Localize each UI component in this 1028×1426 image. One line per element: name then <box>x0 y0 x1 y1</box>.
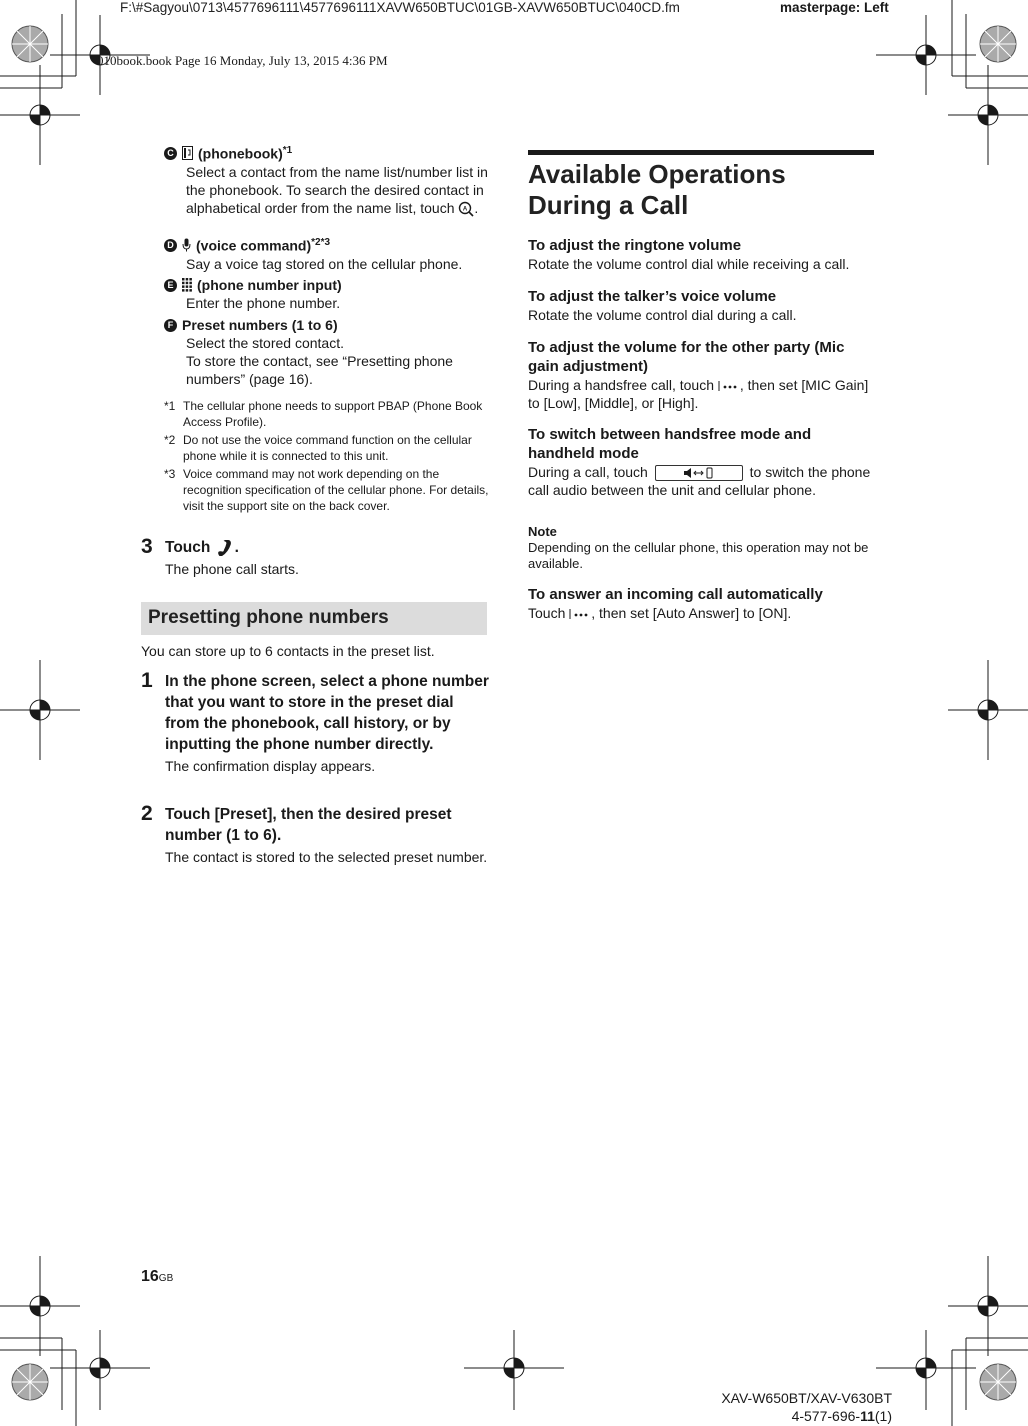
subsection-desc-end: , then set [Auto Answer] to [ON]. <box>591 605 792 621</box>
note-section <box>528 524 876 572</box>
keypad-icon <box>182 278 192 292</box>
step-text: Touch [Preset], then the desired preset number (1 to 6). <box>165 806 452 844</box>
svg-text:A: A <box>463 206 468 213</box>
section-intro: You can store up to 6 contacts in the preset list. <box>141 643 435 659</box>
item-desc: Enter the phone number. <box>186 295 341 311</box>
section-header <box>141 602 487 635</box>
step-number: 2 <box>141 802 153 825</box>
microphone-icon <box>182 238 191 252</box>
subsection-title: To adjust the talker’s voice volume <box>528 288 777 305</box>
item-phone-number-input <box>164 277 494 312</box>
subsection-title: To adjust the ringtone volume <box>528 237 742 254</box>
step-result: The confirmation display appears. <box>165 758 376 774</box>
footnote-mark: *1 <box>164 399 176 413</box>
item-voice-command <box>164 237 494 273</box>
footnotes <box>164 398 494 516</box>
item-desc: Say a voice tag stored on the cellular phone. <box>186 255 463 272</box>
call-icon <box>215 540 235 556</box>
item-title: Preset numbers (1 to 6) <box>182 317 338 333</box>
footnote-mark: *3 <box>164 467 176 481</box>
part-number: 4-577-696-11(1) <box>791 1408 892 1424</box>
footnote-text: Do not use the voice command function on the cellular phone while it is connected to this unit. <box>183 433 472 463</box>
subsection-desc-end: , then set [MIC Gain] to [Low], [Middle], or [High]. <box>528 377 869 411</box>
file-path: F:\#Sagyou\0713\4577696111\4577696111XAVW650BTUC\01GB-XAVW650BTUC\040CD.fm <box>120 0 680 15</box>
step-result: The contact is stored to the selected preset number. <box>165 849 488 865</box>
page-suffix: GB <box>158 1273 174 1284</box>
ringtone-section <box>528 236 876 273</box>
step-number: 1 <box>141 669 153 692</box>
footnote-text: Voice command may not work depending on the recognition specification of the cellular phone. For details, visit the support site on the back cover. <box>183 467 489 513</box>
subsection-desc: Rotate the volume control dial while receiving a call. <box>528 256 850 272</box>
step-2 <box>141 804 491 866</box>
step-text: Touch <box>165 539 211 556</box>
item-phonebook <box>164 145 494 217</box>
subsection-title: To adjust the volume for the other party (Mic gain adjustment) <box>528 339 845 375</box>
step-3 <box>141 537 491 578</box>
footnote-text: The cellular phone needs to support PBAP (Phone Book Access Profile). <box>183 399 483 429</box>
subsection-title: To switch between handsfree mode and handheld mode <box>528 426 812 462</box>
item-title: (phone number input) <box>197 277 342 293</box>
search-alphabet-icon <box>458 201 474 217</box>
item-footnote-ref: *2*3 <box>311 237 331 248</box>
step-text-end: . <box>234 539 239 556</box>
section-title: Presetting phone numbers <box>148 607 389 628</box>
subsection-desc: During a call, touch <box>528 464 652 480</box>
masterpage-label: masterpage: Left <box>780 0 889 15</box>
item-footnote-ref: *1 <box>282 145 293 156</box>
footnote-mark: *2 <box>164 433 176 447</box>
talker-section <box>528 287 876 324</box>
subsection-title: To answer an incoming call automatically <box>528 586 823 603</box>
step-1 <box>141 671 491 775</box>
page-number: 16GB <box>141 1268 174 1285</box>
item-title: (voice command) <box>196 237 312 254</box>
page-title: Available Operations During a Call <box>528 159 786 220</box>
options-icon <box>718 381 740 391</box>
handsfree-toggle-icon <box>655 465 743 481</box>
item-title: (phonebook) <box>198 145 283 162</box>
phonebook-icon <box>182 146 193 160</box>
subsection-desc: Rotate the volume control dial during a call. <box>528 307 797 323</box>
auto-answer-section <box>528 585 876 622</box>
subsection-desc-end: to switch the phone call audio between the unit and cellular phone. <box>528 464 871 499</box>
item-letter: C <box>164 147 177 160</box>
item-desc-extra: To store the contact, see “Presetting phone numbers” (page 16). <box>186 353 453 387</box>
subsection-desc: During a handsfree call, touch <box>528 377 718 393</box>
step-result: The phone call starts. <box>165 561 299 577</box>
item-letter: D <box>164 239 177 252</box>
item-letter: F <box>164 319 177 332</box>
handsfree-section <box>528 425 876 499</box>
item-desc: Select the stored contact. <box>186 335 344 351</box>
model-info <box>700 1389 892 1425</box>
model-name: XAV-W650BT/XAV-V630BT <box>721 1390 892 1406</box>
item-desc-end: . <box>474 199 479 216</box>
book-page-line: 010book.book Page 16 Monday, July 13, 2015 4:36 PM <box>97 53 388 68</box>
mic-gain-section <box>528 338 876 412</box>
item-letter: E <box>164 279 177 292</box>
subsection-desc: Touch <box>528 605 570 621</box>
title-rule <box>528 150 874 155</box>
note-text: Depending on the cellular phone, this operation may not be available. <box>528 540 869 571</box>
step-number: 3 <box>141 535 153 558</box>
step-text: In the phone screen, select a phone number that you want to store in the preset dial from the phonebook, call history, or by inputting the phone number directly. <box>165 673 489 753</box>
item-desc: Select a contact from the name list/number list in the phonebook. To search the desired contact in alphabetical order from the name list, touch <box>186 163 488 216</box>
options-icon <box>569 609 591 619</box>
note-label: Note <box>528 524 557 539</box>
item-preset-numbers <box>164 317 494 388</box>
